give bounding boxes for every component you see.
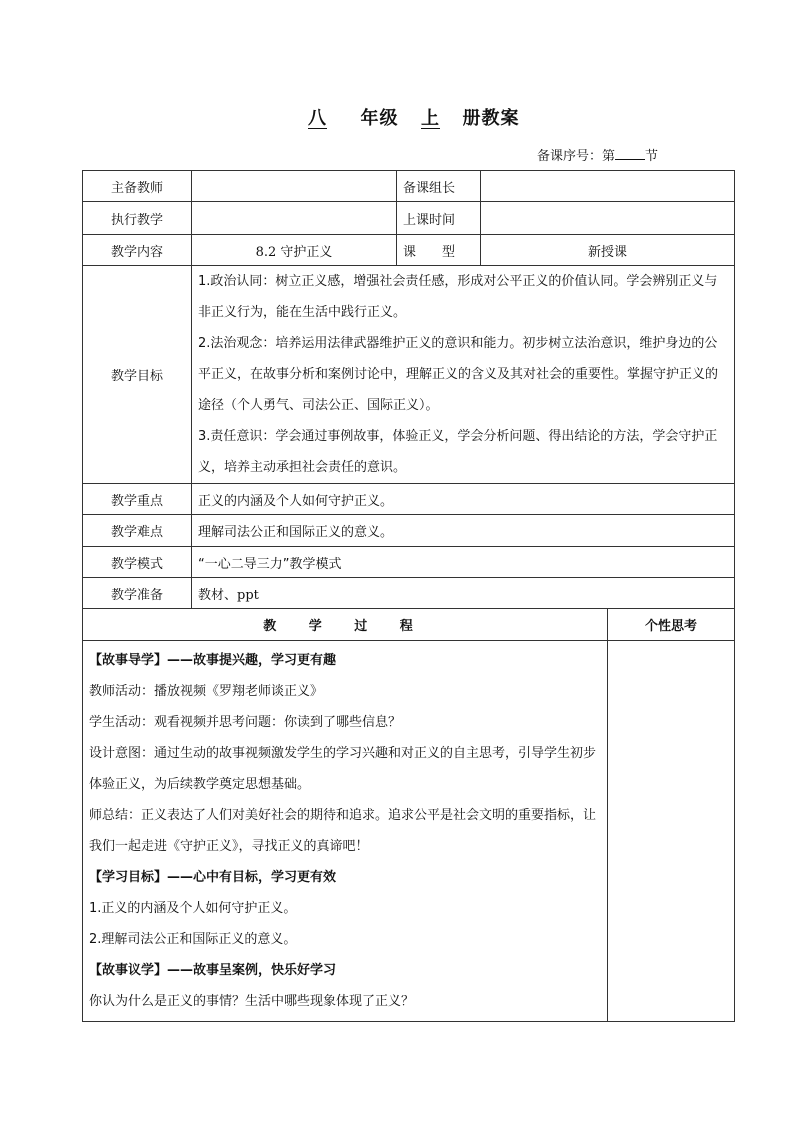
key-point-label: 教学重点	[83, 484, 192, 515]
content-label: 教学内容	[83, 235, 192, 266]
lead-teacher-label: 主备教师	[83, 171, 192, 202]
term-value: 上	[421, 108, 440, 129]
process-header: 教 学 过 程	[263, 619, 427, 634]
goal-item: 2.法治观念：培养运用法律武器维护正义的意识和能力。初步树立法治意识，维护身边的公平正义，在故事分析和案例讨论中，理解正义的含义及其对社会的重要性。掌握守护正义的途径（个人勇气、司法公正、国际正义）。	[198, 336, 719, 413]
goal-item: 3.责任意识：学会通过事例故事，体验正义，学会分析问题、得出结论的方法，学会守护正义，培养主动承担社会责任的意识。	[198, 429, 718, 475]
mode-label: 教学模式	[83, 547, 192, 578]
lesson-plan-table	[82, 170, 735, 1022]
process-line: 【故事导学】——故事提兴趣，学习更有趣	[89, 653, 337, 668]
content-value: 8.2 守护正义	[192, 235, 397, 266]
process-line: 你认为什么是正义的事情？生活中哪些现象体现了正义？	[89, 994, 415, 1009]
type-value: 新授课	[481, 235, 735, 266]
goals-content	[192, 266, 735, 484]
process-line: 师总结：正义表达了人们对美好社会的期待和追求。追求公平是社会文明的重要指标，让我们一起走进《守护正义》，寻找正义的真谛吧！	[89, 808, 597, 854]
process-line: 【学习目标】——心中有目标，学习更有效	[89, 870, 337, 885]
key-point-value: 正义的内涵及个人如何守护正义。	[192, 484, 735, 515]
exec-teacher-value[interactable]	[192, 202, 397, 235]
serial-blank[interactable]	[615, 147, 645, 160]
class-time-label: 上课时间	[397, 202, 481, 235]
exec-teacher-label: 执行教学	[83, 202, 192, 235]
reflect-header: 个性思考	[608, 609, 735, 641]
serial-suffix: 节	[644, 149, 658, 164]
class-time-value[interactable]	[481, 202, 735, 235]
page-title	[0, 104, 794, 130]
lesson-serial	[537, 145, 658, 164]
process-line: 【故事议学】——故事呈案例，快乐好学习	[89, 963, 337, 978]
serial-prefix: 备课序号：第	[536, 149, 615, 164]
process-line: 设计意图：通过生动的故事视频激发学生的学习兴趣和对正义的自主思考，引导学生初步体验正义，为后续教学奠定思想基础。	[89, 746, 597, 792]
difficulty-value: 理解司法公正和国际正义的意义。	[192, 515, 735, 547]
group-leader-label: 备课组长	[397, 171, 481, 202]
goals-label: 教学目标	[83, 266, 192, 484]
process-content	[83, 641, 608, 1022]
process-line: 2.理解司法公正和国际正义的意义。	[89, 932, 297, 947]
difficulty-label: 教学难点	[83, 515, 192, 547]
goal-item: 1.政治认同：树立正义感，增强社会责任感，形成对公平正义的价值认同。学会辨别正义与非正义行为，能在生活中践行正义。	[198, 274, 718, 320]
term-suffix: 册教案	[462, 108, 520, 129]
prep-value: 教材、ppt	[192, 578, 735, 609]
grade-value: 八	[308, 108, 327, 129]
process-line: 1.正义的内涵及个人如何守护正义。	[89, 901, 297, 916]
group-leader-value[interactable]	[481, 171, 735, 202]
prep-label: 教学准备	[83, 578, 192, 609]
type-label: 课 型	[397, 235, 481, 266]
grade-suffix: 年级	[360, 108, 399, 129]
mode-value: “一心二导三力”教学模式	[192, 547, 735, 578]
process-line: 学生活动：观看视频并思考问题：你读到了哪些信息？	[89, 715, 402, 730]
process-line: 教师活动：播放视频《罗翔老师谈正义》	[89, 684, 324, 699]
lead-teacher-value[interactable]	[192, 171, 397, 202]
reflect-content[interactable]	[608, 641, 735, 1022]
